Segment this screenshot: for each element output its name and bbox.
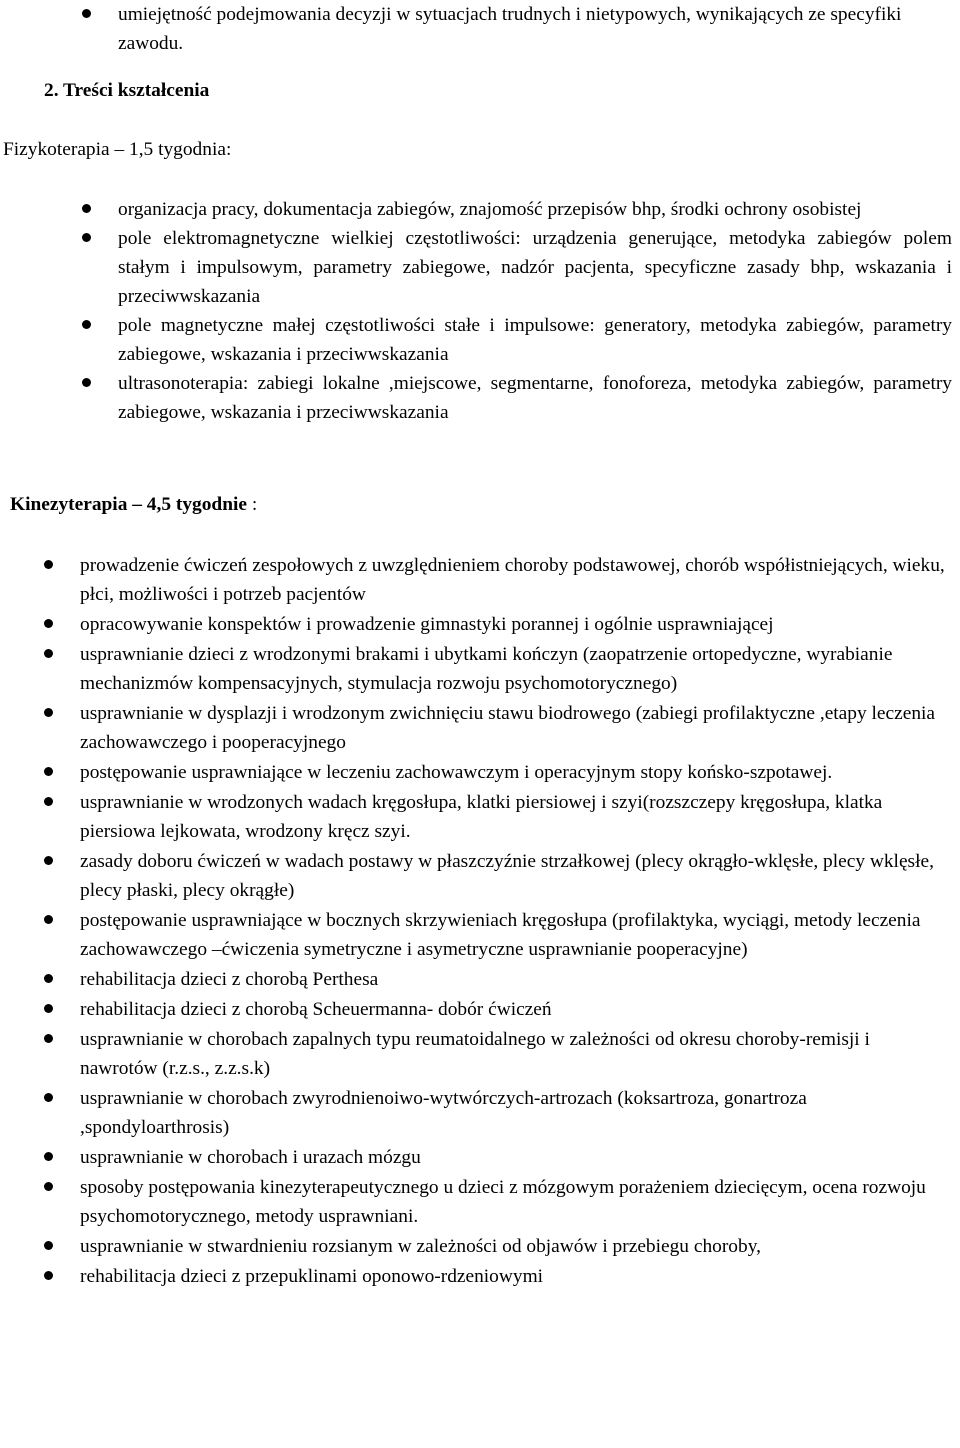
bullet-icon (44, 915, 53, 924)
kinezyterapia-heading (10, 490, 257, 519)
list-item (0, 1084, 960, 1142)
bullet-icon (44, 1034, 53, 1043)
bullet-icon (82, 378, 91, 387)
bullet-icon (44, 974, 53, 983)
list-item-text: umiejętność podejmowania decyzji w sytuacjach trudnych i nietypowych, wynikających ze specyfiki zawodu. (118, 4, 902, 54)
list-item-text: usprawnianie dzieci z wrodzonymi brakami i ubytkami kończyn (zaopatrzenie ortopedyczne, wyrabianie mechanizmów kompensacyjnych, stymulacja rozwoju psychomotorycznego) (80, 644, 893, 694)
list-item (0, 1025, 960, 1083)
list-item (0, 369, 960, 427)
list-item (0, 0, 960, 58)
kinezyterapia-heading-suffix: : (246, 494, 258, 515)
bullet-icon (44, 797, 53, 806)
list-item-text: usprawnianie w wrodzonych wadach kręgosłupa, klatki piersiowej i szyi(rozszczepy kręgosłupa, klatka piersiowa lejkowata, wrodzony kręcz szyi. (80, 792, 883, 842)
list-item (0, 788, 960, 846)
list-item (0, 311, 960, 369)
bullet-icon (82, 204, 91, 213)
list-item-text: sposoby postępowania kinezyterapeutycznego u dzieci z mózgowym porażeniem dziecięcym, ocena rozwoju psychomotorycznego, metody usprawniani. (80, 1177, 926, 1227)
bullet-icon (82, 320, 91, 329)
bullet-icon (44, 1004, 53, 1013)
bullet-icon (44, 1152, 53, 1161)
list-item (0, 847, 960, 905)
list-item-text: organizacja pracy, dokumentacja zabiegów, znajomość przepisów bhp, środki ochrony osobistej (118, 199, 862, 220)
list-item (0, 1173, 960, 1231)
list-item-text: usprawnianie w chorobach zapalnych typu reumatoidalnego w zależności od okresu choroby-remisji i nawrotów (r.z.s., z.z.s.k) (80, 1029, 870, 1079)
bullet-icon (44, 708, 53, 717)
list-item-text: rehabilitacja dzieci z chorobą Scheuermanna- dobór ćwiczeń (80, 999, 552, 1020)
bullet-icon (44, 767, 53, 776)
list-item (0, 758, 960, 787)
list-item-text: ultrasonoterapia: zabiegi lokalne ,miejscowe, segmentarne, fonoforeza, metodyka zabiegów, parametry zabiegowe, wskazania i przeciwwskazania (118, 373, 952, 423)
list-item-text: opracowywanie konspektów i prowadzenie gimnastyki porannej i ogólnie usprawniającej (80, 614, 774, 635)
section-title: 2. Treści kształcenia (44, 80, 210, 101)
fizykoterapia-heading: Fizykoterapia – 1,5 tygodnia: (3, 139, 232, 160)
list-item (0, 610, 960, 639)
bullet-icon (44, 1182, 53, 1191)
intro-bullet-list (0, 0, 960, 58)
list-item (0, 906, 960, 964)
list-item-text: usprawnianie w stwardnieniu rozsianym w zależności od objawów i przebiegu choroby, (80, 1236, 761, 1257)
bullet-icon (82, 9, 91, 18)
bullet-icon (44, 1093, 53, 1102)
bullet-icon (44, 1271, 53, 1280)
list-item-text: pole magnetyczne małej częstotliwości stałe i impulsowe: generatory, metodyka zabiegów, parametry zabiegowe, wskazania i przeciwwskazania (118, 315, 952, 365)
bullet-icon (44, 1241, 53, 1250)
list-item-text: zasady doboru ćwiczeń w wadach postawy w płaszczyźnie strzałkowej (plecy okrągło-wklęsłe, plecy wklęsłe, plecy płaski, plecy okrągłe) (80, 851, 934, 901)
list-item (0, 1232, 960, 1261)
bullet-icon (44, 649, 53, 658)
list-item-text: postępowanie usprawniające w leczeniu zachowawczym i operacyjnym stopy końsko-szpotawej. (80, 762, 833, 783)
list-item-text: usprawnianie w dysplazji i wrodzonym zwichnięciu stawu biodrowego (zabiegi profilaktyczne ,etapy leczenia zachowawczego i pooperacyjnego (80, 703, 936, 753)
kinezyterapia-heading-text: Kinezyterapia – 4,5 tygodnie (10, 494, 247, 515)
list-item-text: pole elektromagnetyczne wielkiej częstotliwości: urządzenia generujące, metodyka zabiegów polem stałym i impulsowym, parametry zabiegowe, nadzór pacjenta, specyficzne zasady bhp, wskazania i przeciwwskazania (118, 228, 952, 307)
list-item-text: usprawnianie w chorobach zwyrodnienoiwo-wytwórczych-artrozach (koksartroza, gonartroza ,spondyloarthrosis) (80, 1088, 807, 1138)
list-item-text: rehabilitacja dzieci z chorobą Perthesa (80, 969, 379, 990)
list-item (0, 965, 960, 994)
list-item (0, 995, 960, 1024)
kinezyterapia-list (0, 551, 960, 1292)
bullet-icon (44, 619, 53, 628)
list-item (0, 1262, 960, 1291)
list-item-text: usprawnianie w chorobach i urazach mózgu (80, 1147, 421, 1168)
list-item (0, 699, 960, 757)
list-item (0, 1143, 960, 1172)
fizykoterapia-list (0, 195, 960, 427)
list-item-text: prowadzenie ćwiczeń zespołowych z uwzględnieniem choroby podstawowej, chorób współistniejących, wieku, płci, możliwości i potrzeb pacjentów (80, 555, 945, 605)
list-item (0, 640, 960, 698)
list-item-text: postępowanie usprawniające w bocznych skrzywieniach kręgosłupa (profilaktyka, wyciągi, metody leczenia zachowawczego –ćwiczenia symetryczne i asymetryczne usprawnianie pooperacyjne) (80, 910, 921, 960)
bullet-icon (82, 233, 91, 242)
bullet-icon (44, 560, 53, 569)
list-item (0, 551, 960, 609)
bullet-icon (44, 856, 53, 865)
list-item-text: rehabilitacja dzieci z przepuklinami oponowo-rdzeniowymi (80, 1266, 544, 1287)
list-item (0, 195, 960, 224)
list-item (0, 224, 960, 311)
